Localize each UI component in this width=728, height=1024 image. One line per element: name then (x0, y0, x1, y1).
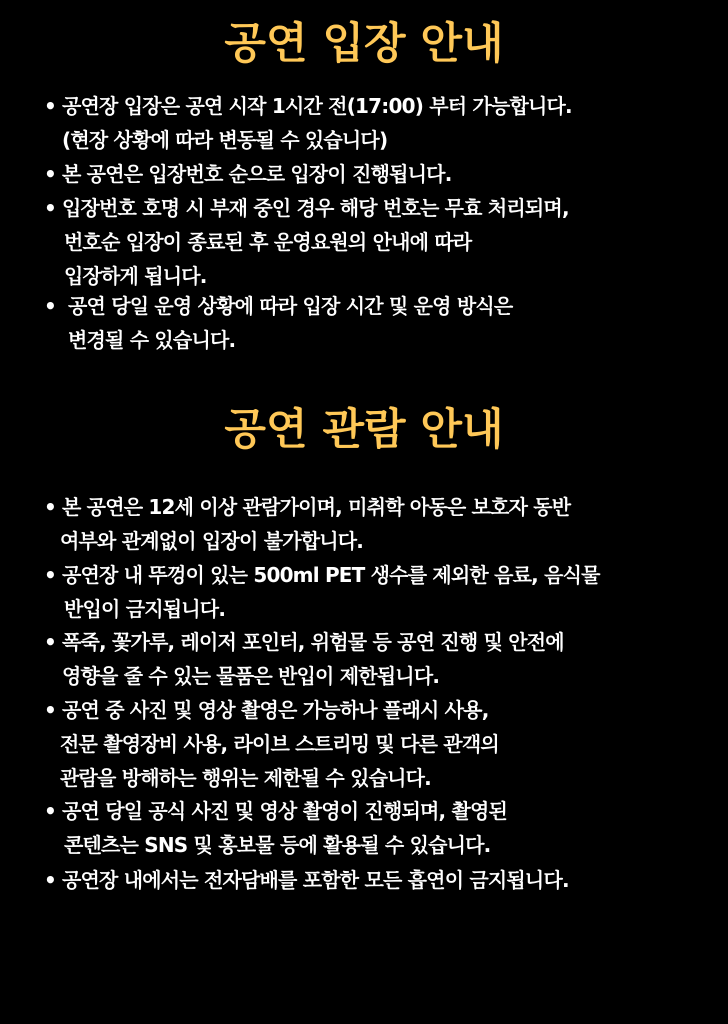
bullet-dot-icon: • (44, 799, 57, 823)
viewing-item-2-line-2: 반입이 금지됩니다. (64, 597, 226, 621)
entry-item-1-line-1: 공연장 입장은 공연 시작 1시간 전(17:00) 부터 가능합니다. (62, 94, 572, 118)
viewing-item-4-line-3: 관람을 방해하는 행위는 제한될 수 있습니다. (60, 766, 431, 790)
viewing-item-2-line-1: 공연장 내 뚜껑이 있는 500ml PET 생수를 제외한 음료, 음식물 (62, 563, 600, 587)
viewing-item-3-line-2: 영향을 줄 수 있는 물품은 반입이 제한됩니다. (62, 664, 440, 688)
entry-item-3 (0, 191, 728, 288)
viewing-section-title: 공연 관람 안내 (224, 405, 504, 455)
viewing-item-1-line-1: 본 공연은 12세 이상 관람가이며, 미취학 아동은 보호자 동반 (62, 495, 571, 519)
entry-item-3-line-2: 번호순 입장이 종료된 후 운영요원의 안내에 따라 (64, 230, 472, 254)
entry-item-4-line-1: 공연 당일 운영 상황에 따라 입장 시간 및 운영 방식은 (68, 294, 513, 318)
bullet-dot-icon: • (44, 495, 57, 519)
entry-item-1-line-2: (현장 상황에 따라 변동될 수 있습니다) (62, 128, 388, 152)
viewing-item-1-line-2: 여부와 관계없이 입장이 불가합니다. (60, 529, 364, 553)
viewing-item-4-line-2: 전문 촬영장비 사용, 라이브 스트리밍 및 다른 관객의 (60, 732, 499, 756)
bullet-dot-icon: • (44, 563, 57, 587)
entry-section (0, 0, 728, 380)
entry-item-1 (0, 89, 728, 152)
entry-item-4 (0, 289, 728, 352)
viewing-section (0, 380, 728, 1024)
entry-item-2 (0, 157, 728, 191)
viewing-item-5 (0, 794, 728, 857)
viewing-item-4 (0, 693, 728, 790)
entry-item-3-line-1: 입장번호 호명 시 부재 중인 경우 해당 번호는 무효 처리되며, (62, 196, 569, 220)
entry-item-4-line-2: 변경될 수 있습니다. (68, 328, 236, 352)
viewing-item-1 (0, 490, 728, 553)
bullet-dot-icon: • (44, 698, 57, 722)
bullet-dot-icon: • (44, 162, 57, 186)
viewing-item-4-line-1: 공연 중 사진 및 영상 촬영은 가능하나 플래시 사용, (62, 698, 489, 722)
bullet-dot-icon: • (44, 196, 57, 220)
bullet-dot-icon: • (44, 630, 57, 654)
entry-item-2-line-1: 본 공연은 입장번호 순으로 입장이 진행됩니다. (62, 162, 452, 186)
bullet-dot-icon: • (44, 868, 57, 892)
entry-item-3-line-3: 입장하게 됩니다. (64, 264, 207, 288)
bullet-dot-icon: • (44, 94, 57, 118)
viewing-item-6 (0, 863, 728, 897)
viewing-item-3 (0, 625, 728, 688)
viewing-item-5-line-1: 공연 당일 공식 사진 및 영상 촬영이 진행되며, 촬영된 (62, 799, 508, 823)
viewing-item-6-line-1: 공연장 내에서는 전자담배를 포함한 모든 흡연이 금지됩니다. (62, 868, 569, 892)
viewing-item-5-line-2: 콘텐츠는 SNS 및 홍보물 등에 활용될 수 있습니다. (64, 833, 491, 857)
viewing-item-3-line-1: 폭죽, 꽃가루, 레이저 포인터, 위험물 등 공연 진행 및 안전에 (62, 630, 564, 654)
bullet-dot-icon: • (44, 294, 57, 318)
viewing-item-2 (0, 558, 728, 621)
entry-section-title: 공연 입장 안내 (224, 19, 504, 69)
